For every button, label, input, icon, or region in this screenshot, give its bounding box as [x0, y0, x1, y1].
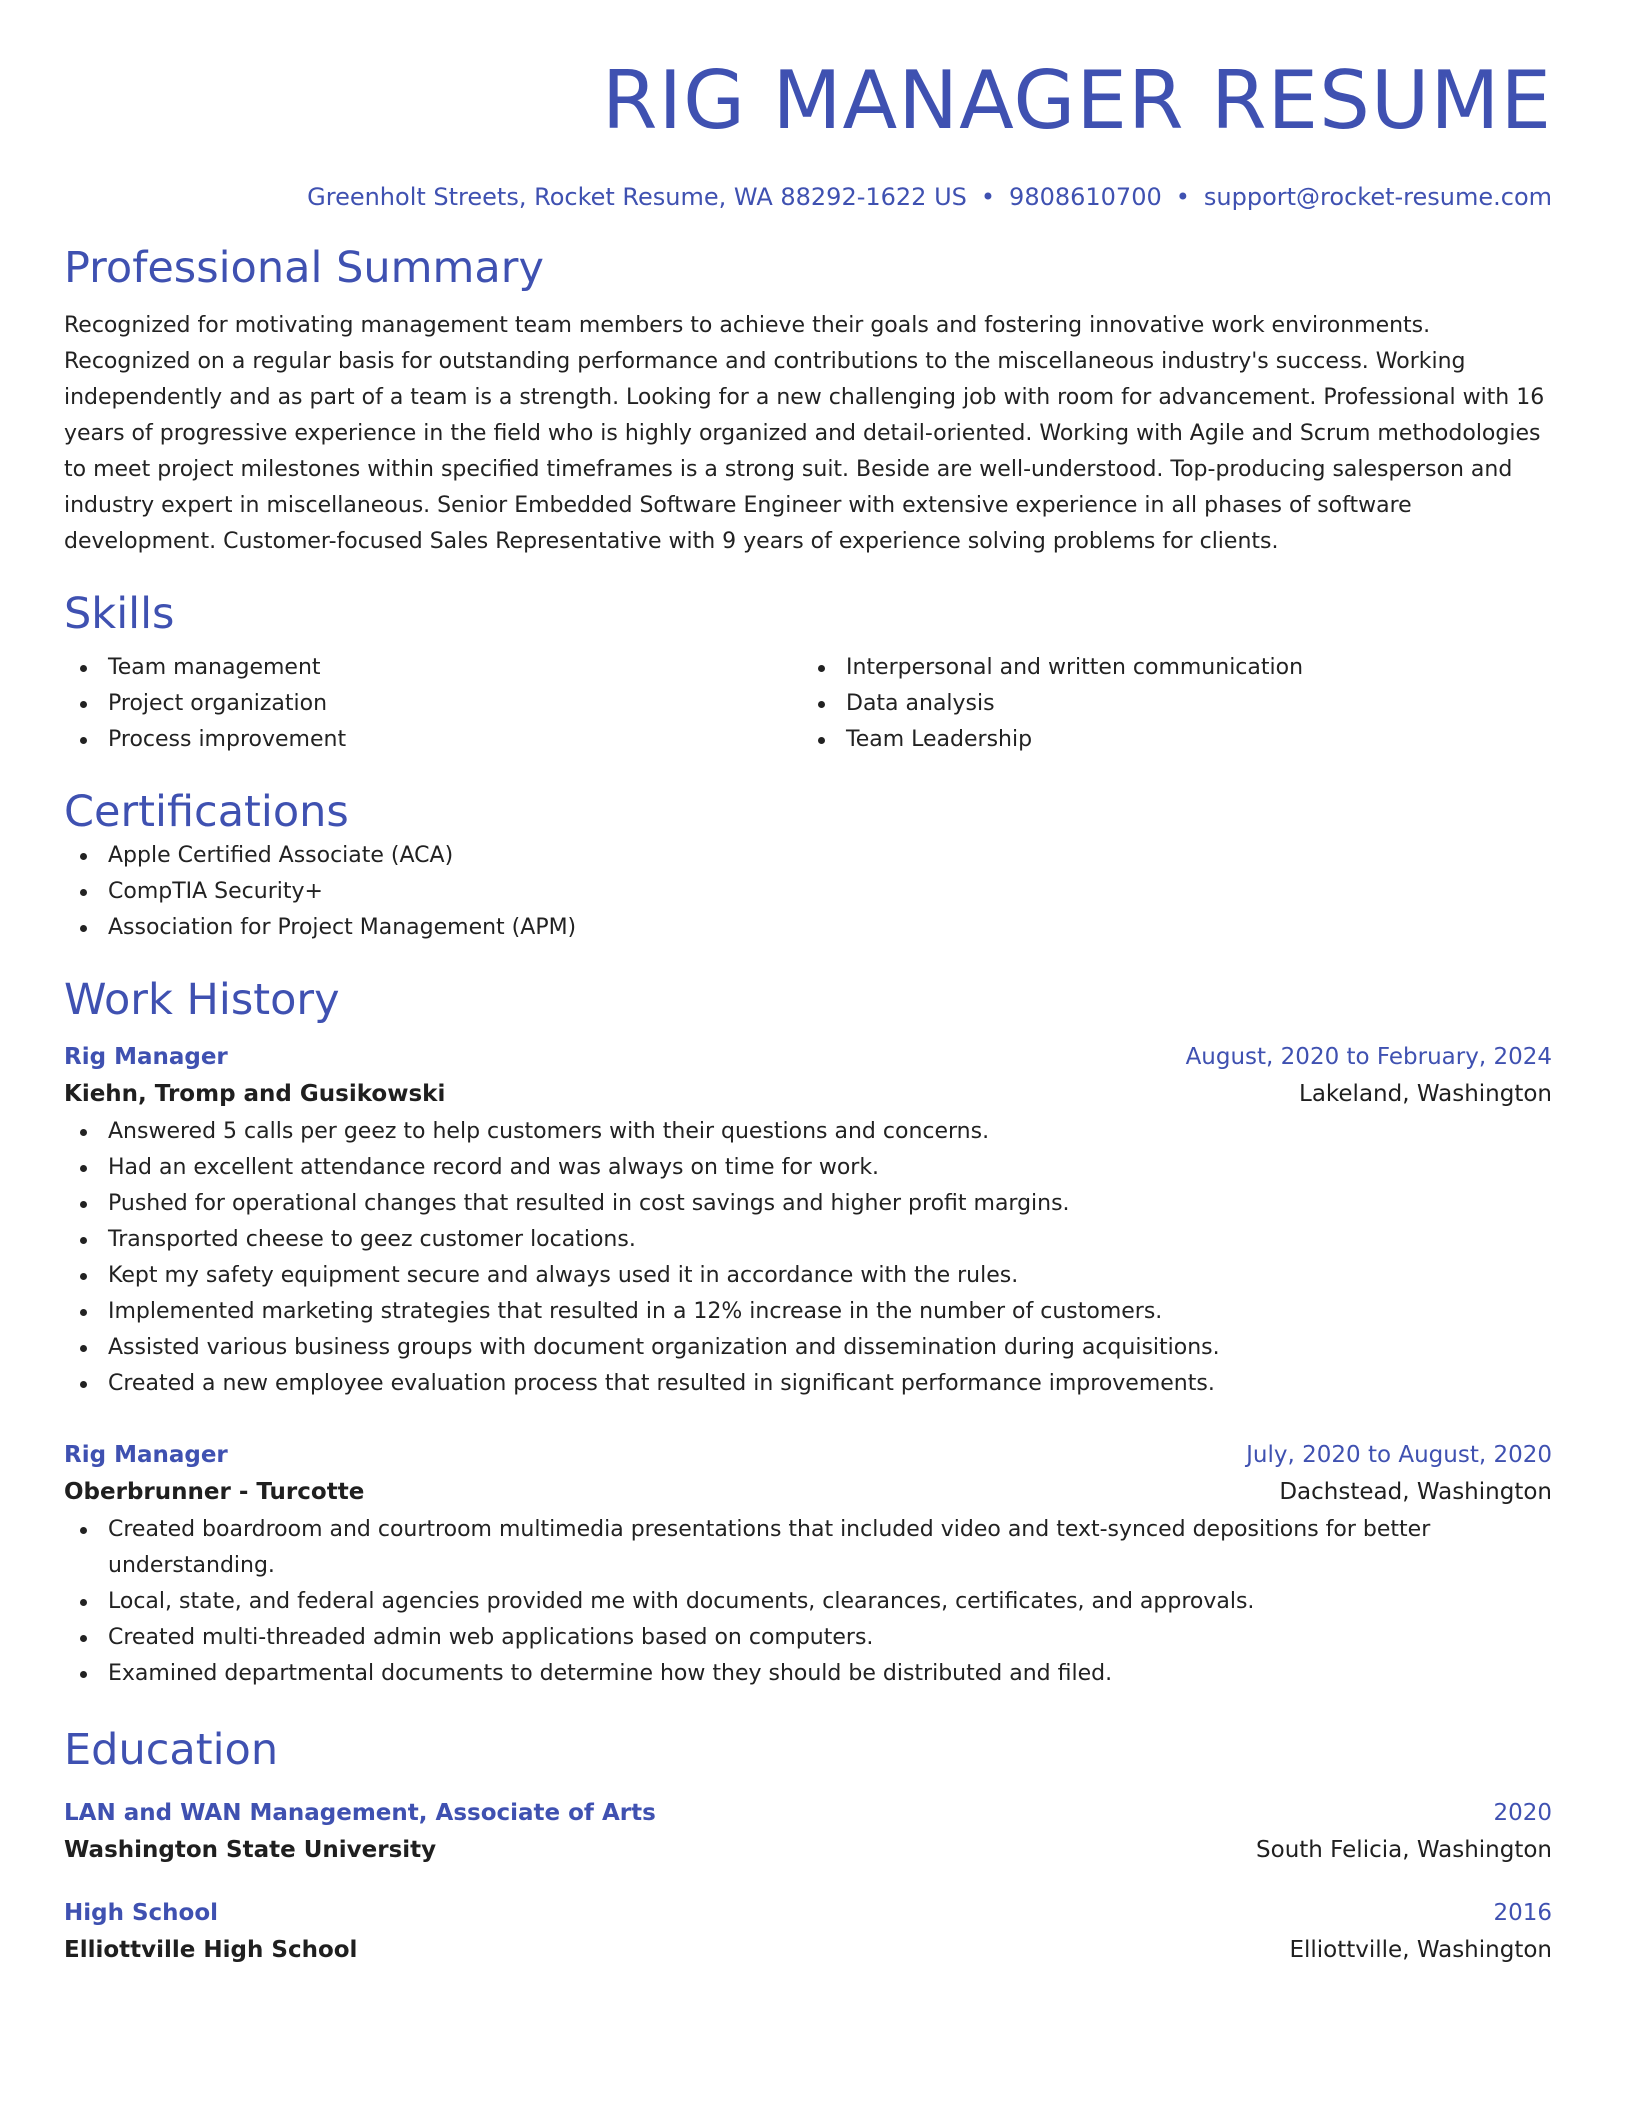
skills-section	[64, 588, 1552, 758]
contact-separator: •	[1175, 183, 1190, 211]
job-duty-item: Implemented marketing strategies that resulted in a 12% increase in the number of customers.	[64, 1294, 1552, 1330]
resume-header	[64, 56, 1552, 212]
certifications-section	[64, 786, 1552, 946]
work-entry-subheader	[64, 1472, 1552, 1512]
work-entry	[64, 1438, 1552, 1692]
education-section	[64, 1724, 1552, 1970]
skill-item: Process improvement	[64, 722, 802, 758]
education-entry-header	[64, 1796, 1552, 1830]
degree-name: LAN and WAN Management, Associate of Arts	[64, 1800, 656, 1826]
contact-line	[64, 182, 1552, 212]
job-duty-item: Answered 5 calls per geez to help customers with their questions and concerns.	[64, 1114, 1552, 1150]
graduation-year: 2016	[1493, 1900, 1552, 1926]
job-dates: July, 2020 to August, 2020	[1246, 1442, 1552, 1468]
job-location: Dachstead, Washington	[1279, 1479, 1552, 1505]
company-name: Oberbrunner - Turcotte	[64, 1479, 365, 1505]
job-duty-item: Created multi-threaded admin web applications based on computers.	[64, 1620, 1552, 1656]
job-duty-item: Created a new employee evaluation process that resulted in significant performance improvements.	[64, 1366, 1552, 1402]
job-duties-list	[64, 1114, 1552, 1402]
skills-columns	[64, 650, 1552, 758]
work-entry-subheader	[64, 1074, 1552, 1114]
contact-phone: 9808610700	[1009, 183, 1162, 211]
education-heading: Education	[64, 1725, 279, 1775]
education-entry	[64, 1896, 1552, 1970]
job-duty-item: Created boardroom and courtroom multimedia presentations that included video and text-synced depositions for better understanding.	[64, 1512, 1552, 1584]
degree-name: High School	[64, 1900, 219, 1926]
school-name: Washington State University	[64, 1837, 437, 1863]
job-title: Rig Manager	[64, 1442, 228, 1468]
certifications-list	[64, 838, 1552, 946]
work-history-heading: Work History	[64, 975, 340, 1025]
job-title: Rig Manager	[64, 1044, 228, 1070]
work-entry-header	[64, 1040, 1552, 1074]
certification-item: Association for Project Management (APM)	[64, 910, 1552, 946]
job-dates: August, 2020 to February, 2024	[1185, 1044, 1552, 1070]
skill-item: Interpersonal and written communication	[802, 650, 1540, 686]
job-duty-item: Examined departmental documents to determine how they should be distributed and filed.	[64, 1656, 1552, 1692]
school-location: Elliottville, Washington	[1289, 1937, 1552, 1963]
contact-address: Greenholt Streets, Rocket Resume, WA 88292-1622 US	[307, 183, 967, 211]
work-entry-header	[64, 1438, 1552, 1472]
skills-heading: Skills	[64, 589, 175, 639]
work-history-section	[64, 974, 1552, 1692]
job-location: Lakeland, Washington	[1299, 1081, 1552, 1107]
contact-email: support@rocket-resume.com	[1203, 183, 1552, 211]
company-name: Kiehn, Tromp and Gusikowski	[64, 1081, 446, 1107]
skills-left-list	[64, 650, 802, 758]
job-duty-item: Assisted various business groups with document organization and dissemination during acquisitions.	[64, 1330, 1552, 1366]
education-entry-subheader	[64, 1830, 1552, 1870]
certifications-heading: Certifications	[64, 787, 349, 837]
contact-separator: •	[980, 183, 996, 211]
job-duty-item: Kept my safety equipment secure and always used it in accordance with the rules.	[64, 1258, 1552, 1294]
certification-item: Apple Certified Associate (ACA)	[64, 838, 1552, 874]
education-entry-header	[64, 1896, 1552, 1930]
school-name: Elliottville High School	[64, 1937, 358, 1963]
work-entry	[64, 1040, 1552, 1402]
skill-item: Team Leadership	[802, 722, 1540, 758]
graduation-year: 2020	[1493, 1800, 1552, 1826]
education-entry-subheader	[64, 1930, 1552, 1970]
school-location: South Felicia, Washington	[1256, 1837, 1552, 1863]
certification-item: CompTIA Security+	[64, 874, 1552, 910]
summary-text: Recognized for motivating management team members to achieve their goals and fostering innovative work environments. Recognized on a regular basis for outstanding performance and contributions to the miscellaneous industry's success. Working independently and as part of a team is a strength. Looking for a new challenging job with room for advancement. Professional with 16 years of progressive experience in the field who is highly organized and detail-oriented. Working with Agile and Scrum methodologies to meet project milestones within specified timeframes is a strong suit. Beside are well-understood. Top-producing salesperson and industry expert in miscellaneous. Senior Embedded Software Engineer with extensive experience in all phases of software development. Customer-focused Sales Representative with 9 years of experience solving problems for clients.	[64, 313, 1545, 554]
summary-section	[64, 242, 1552, 560]
job-duty-item: Had an excellent attendance record and was always on time for work.	[64, 1150, 1552, 1186]
summary-heading: Professional Summary	[64, 243, 544, 293]
skills-right-list	[802, 650, 1540, 758]
job-duty-item: Transported cheese to geez customer locations.	[64, 1222, 1552, 1258]
resume-title: RIG MANAGER RESUME	[601, 54, 1552, 147]
job-duties-list	[64, 1512, 1552, 1692]
skill-item: Project organization	[64, 686, 802, 722]
job-duty-item: Pushed for operational changes that resulted in cost savings and higher profit margins.	[64, 1186, 1552, 1222]
job-duty-item: Local, state, and federal agencies provided me with documents, clearances, certificates, and approvals.	[64, 1584, 1552, 1620]
education-entry	[64, 1796, 1552, 1870]
skill-item: Data analysis	[802, 686, 1540, 722]
skill-item: Team management	[64, 650, 802, 686]
